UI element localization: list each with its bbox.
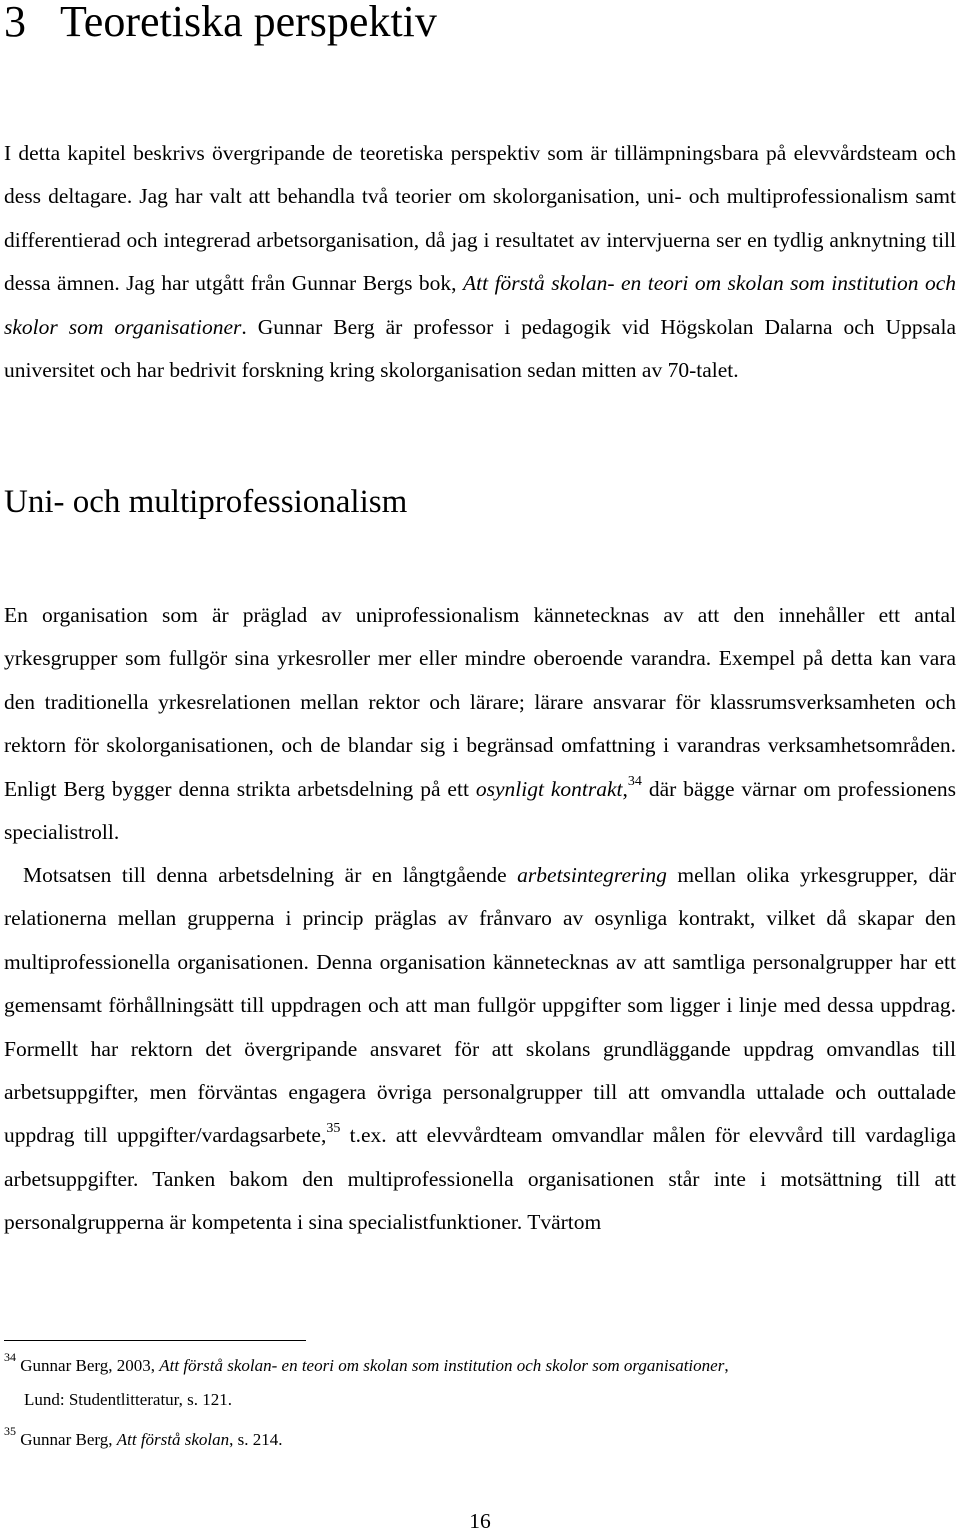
body-paragraph-2	[4, 854, 956, 1245]
footnote-text: , s. 214.	[229, 1430, 283, 1449]
paragraph-text: t.ex. att elevvårdteam omvandlar målen för elevvård till vardagliga arbetsuppgifter. Tanken bakom den multiprofessionella organisationen står inte i motsättning till att personalgrupperna är kompetenta i sina specialistfunktioner. Tvärtom	[4, 1123, 956, 1235]
page-number: 16	[469, 1509, 491, 1533]
footnote-ref-34[interactable]: 34	[627, 774, 642, 790]
paragraph-text: där bägge värnar om professionens specialistroll.	[4, 776, 956, 845]
paragraph-text: ,	[622, 776, 628, 801]
intro-paragraph	[4, 132, 956, 392]
chapter-title-text: Teoretiska perspektiv	[60, 0, 437, 46]
footnote-continuation: Lund: Studentlitteratur, s. 121.	[24, 1390, 233, 1409]
footnote-title: Att förstå skolan	[116, 1430, 230, 1449]
intro-text-end: . Gunnar Berg är professor i pedagogik vid Högskolan Dalarna och Uppsala universitet och har bedrivit forskning kring skolorganisation sedan mitten av 70-talet.	[4, 314, 956, 383]
paragraph-text: mellan olika yrkesgrupper, där relationerna mellan grupperna i princip präglas av frånvaro av osynliga kontrakt, vilket då skapar den multiprofessionella organisationen. Denna organisation kännetecknas av att samtliga personalgrupper har ett gemensamt förhållningsätt till uppdragen och att man fullgör uppgifter som ligger i linje med dessa uppdrag. Formellt har rektorn det övergripande ansvaret för att skolans grundläggande uppdrag omvandlas till arbetsuppgifter, men förväntas engagera övriga personalgrupper till att omvandla uttalade och outtalade uppdrag till uppgifter/vardagsarbete,	[4, 863, 956, 1148]
footnote-34	[4, 1350, 729, 1410]
italic-term: arbetsintegrering	[517, 863, 667, 887]
footnote-separator	[4, 1340, 306, 1341]
book-title: Att förstå skolan- en teori om skolan som institution och skolor som organisationer	[4, 271, 956, 339]
footnote-text: ,	[724, 1356, 729, 1375]
footnote-title: Att förstå skolan- en teori om skolan som institution och skolor som organisationer	[159, 1356, 725, 1375]
footnote-35	[4, 1424, 283, 1450]
paragraph-text: En organisation som är präglad av uniprofessionalism kännetecknas av att den innehåller ett antal yrkesgrupper som fullgör sina yrkesroller mer eller mindre oberoende varandra. Exempel på detta kan vara den traditionella yrkesrelationen mellan rektor och lärare; lärare ansvarar för klassrumsverksamheten och rektorn för skolorganisationen, och de blandar sig i begränsad omfattning i varandras verksamhetsområden. Enligt Berg bygger denna strikta arbetsdelning på ett	[4, 603, 956, 801]
footnote-text: Gunnar Berg, 2003,	[16, 1356, 160, 1375]
chapter-title	[4, 0, 437, 46]
italic-term: osynligt kontrakt	[475, 776, 623, 801]
footnote-number: 34	[4, 1350, 16, 1365]
body-paragraph-1	[4, 594, 956, 854]
footnote-number: 35	[4, 1424, 16, 1439]
footnote-text: Gunnar Berg,	[16, 1430, 117, 1449]
paragraph-text: Motsatsen till denna arbetsdelning är en långtgående	[23, 863, 518, 887]
section-heading: Uni- och multiprofessionalism	[4, 484, 408, 520]
footnote-ref-35[interactable]: 35	[326, 1121, 341, 1137]
chapter-number: 3	[4, 0, 26, 46]
intro-text: I detta kapitel beskrivs övergripande de teoretiska perspektiv som är tillämpningsbara på elevvårdsteam och dess deltagare. Jag har valt att behandla två teorier om skolorganisation, uni- och multiprofessionalism samt differentierad och integrerad arbetsorganisation, då jag i resultatet av intervjuerna ser en tydlig anknytning till dessa ämnen. Jag har utgått från Gunnar Bergs bok,	[4, 141, 956, 296]
